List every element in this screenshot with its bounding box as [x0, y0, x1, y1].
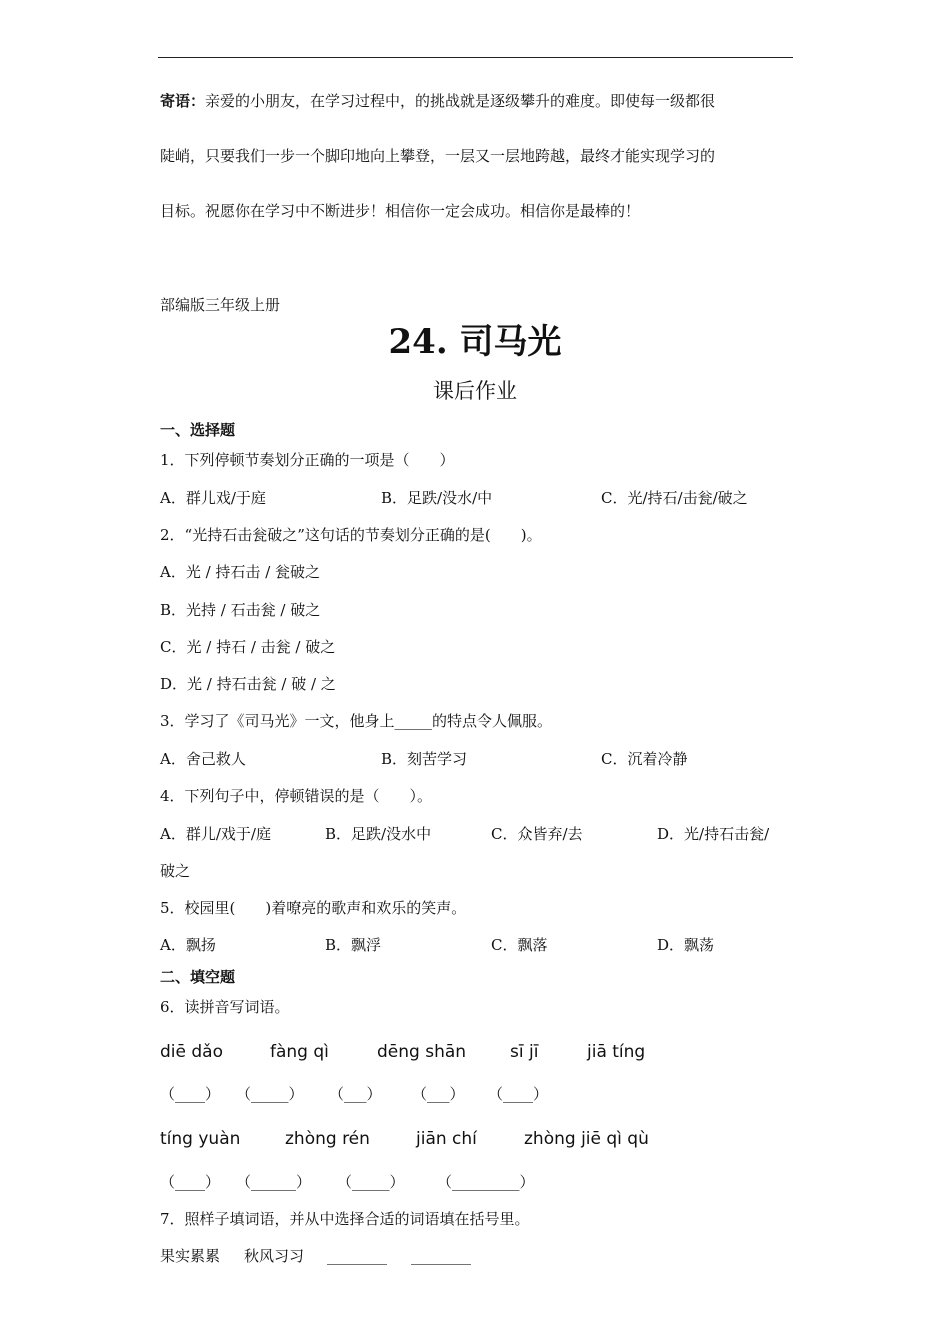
q3-stem: 3．学习了《司马光》一文，他身上_____的特点令人佩服。	[160, 712, 553, 730]
q5-stem: 5．校园里( )着嘹亮的歌声和欢乐的笑声。	[160, 899, 467, 917]
q3-option-c[interactable]: C．沉着冷静	[601, 750, 688, 768]
q2-option-a[interactable]: A．光 / 持石击 / 瓮破之	[160, 563, 321, 581]
intro-text-1: 亲爱的小朋友，在学习过程中，的挑战就是逐级攀升的难度。即使每一级都很	[205, 92, 716, 110]
q4-option-c[interactable]: C．众皆弃/去	[491, 825, 583, 843]
q6-pinyin-8: jiān chí	[416, 1129, 477, 1149]
q7-stem: 7．照样子填词语，并从中选择合适的词语填在括号里。	[160, 1210, 530, 1228]
q6-pinyin-5: jiā tíng	[587, 1042, 646, 1062]
q2-stem: 2．“光持石击瓮破之”这句话的节奏划分正确的是( )。	[160, 526, 542, 544]
section-choice-heading: 一、选择题	[160, 421, 236, 439]
q4-option-d-continued: 破之	[160, 862, 191, 880]
q2-option-d[interactable]: D．光 / 持石击瓮 / 破 / 之	[160, 675, 336, 693]
q3-option-a[interactable]: A．舍己救人	[160, 750, 246, 768]
q6-answer-blank-8[interactable]: （_____）	[337, 1173, 405, 1191]
q6-answer-blank-7[interactable]: （______）	[236, 1173, 312, 1191]
header-rule	[158, 57, 793, 58]
q4-option-b[interactable]: B．足跌/没水中	[325, 825, 432, 843]
q5-option-a[interactable]: A．飘扬	[160, 936, 216, 954]
q7-example-2: 秋风习习	[244, 1247, 305, 1265]
q6-pinyin-1: diē dǎo	[160, 1042, 223, 1062]
q5-option-c[interactable]: C．飘落	[491, 936, 548, 954]
q2-option-b[interactable]: B．光持 / 石击瓮 / 破之	[160, 601, 321, 619]
q6-pinyin-7: zhòng rén	[285, 1129, 370, 1149]
q6-pinyin-9: zhòng jiē qì qù	[524, 1129, 649, 1149]
intro-line-2: 陡峭，只要我们一步一个脚印地向上攀登，一层又一层地跨越，最终才能实现学习的	[160, 147, 716, 165]
q6-stem: 6．读拼音写词语。	[160, 998, 290, 1016]
q1-stem: 1．下列停顿节奏划分正确的一项是（ ）	[160, 451, 455, 469]
q3-option-b[interactable]: B．刻苦学习	[381, 750, 468, 768]
q7-answer-blank-1[interactable]: ________	[327, 1247, 387, 1265]
q2-option-c[interactable]: C．光 / 持石 / 击瓮 / 破之	[160, 638, 336, 656]
section-fill-heading: 二、填空题	[160, 968, 236, 986]
q6-answer-blank-6[interactable]: （____）	[160, 1173, 221, 1191]
page-title: 24. 司马光	[388, 322, 562, 362]
edition-label: 部编版三年级上册	[160, 296, 281, 314]
q6-answer-blank-5[interactable]: （____）	[488, 1085, 549, 1103]
page-subtitle: 课后作业	[433, 379, 517, 403]
q6-answer-blank-9[interactable]: （_________）	[437, 1173, 535, 1191]
q5-option-b[interactable]: B．飘浮	[325, 936, 382, 954]
q6-pinyin-3: dēng shān	[377, 1042, 467, 1062]
q7-example-1: 果实累累	[160, 1247, 221, 1265]
q6-answer-blank-4[interactable]: （___）	[412, 1085, 465, 1103]
intro-line-3: 目标。祝愿你在学习中不断进步！相信你一定会成功。相信你是最棒的！	[160, 202, 641, 220]
q6-answer-blank-2[interactable]: （_____）	[236, 1085, 304, 1103]
q1-option-b[interactable]: B．足跌/没水/中	[381, 489, 493, 507]
q6-pinyin-2: fàng qì	[270, 1042, 329, 1062]
q6-pinyin-6: tíng yuàn	[160, 1129, 241, 1149]
q6-pinyin-4: sī jī	[510, 1042, 539, 1062]
q4-option-d[interactable]: D．光/持石击瓮/	[657, 825, 770, 843]
q7-answer-blank-2[interactable]: ________	[411, 1247, 471, 1265]
q1-option-c[interactable]: C．光/持石/击瓮/破之	[601, 489, 748, 507]
q4-stem: 4．下列句子中，停顿错误的是（ ）。	[160, 787, 433, 805]
q6-answer-blank-3[interactable]: （___）	[329, 1085, 382, 1103]
q1-option-a[interactable]: A．群儿戏/于庭	[160, 489, 266, 507]
q6-answer-blank-1[interactable]: （____）	[160, 1085, 221, 1103]
q4-option-a[interactable]: A．群儿/戏于/庭	[160, 825, 271, 843]
intro-line-1	[160, 92, 794, 110]
q5-option-d[interactable]: D．飘荡	[657, 936, 715, 954]
intro-label: 寄语：	[160, 92, 206, 110]
